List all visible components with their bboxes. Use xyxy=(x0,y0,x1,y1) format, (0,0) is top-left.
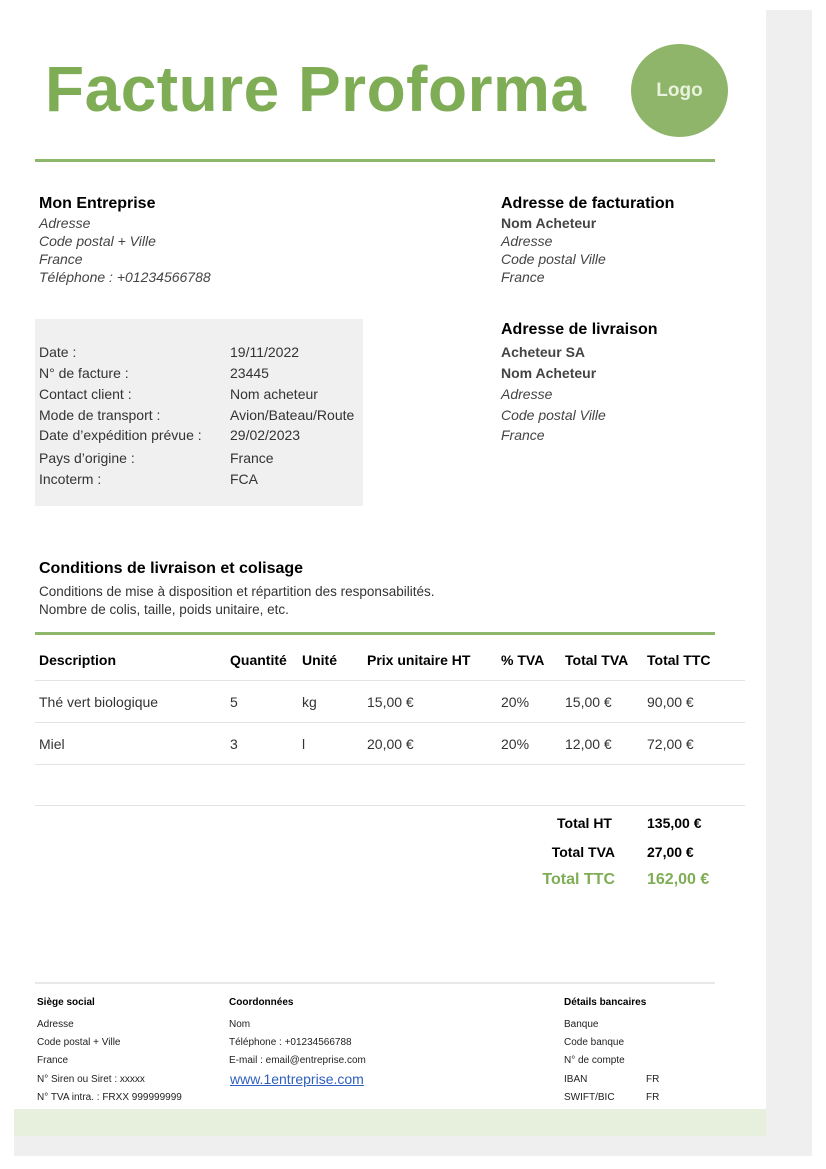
conditions-line-2: Nombre de colis, taille, poids unitaire, etc. xyxy=(39,602,289,617)
footer-bank-swift-label: SWIFT/BIC xyxy=(564,1092,615,1103)
page-margin-bottom xyxy=(14,1136,812,1156)
info-value-contact: Nom acheteur xyxy=(230,386,318,402)
cell-unit: l xyxy=(302,736,306,752)
row-divider xyxy=(35,764,745,765)
info-value-transport: Avion/Bateau/Route xyxy=(230,407,355,423)
shipping-company: Acheteur SA xyxy=(501,344,586,360)
footer-bank-iban-value: FR xyxy=(646,1074,660,1085)
total-ttc-value: 162,00 € xyxy=(647,871,710,888)
shipping-address: Adresse xyxy=(501,386,553,402)
shipping-name: Nom Acheteur xyxy=(501,365,597,381)
footer-siege-tva: N° TVA intra. : FRXX 999999999 xyxy=(37,1092,182,1103)
info-value-incoterm: FCA xyxy=(230,471,258,487)
info-label-date: Date : xyxy=(39,344,77,360)
footer-bank-name: Banque xyxy=(564,1019,599,1030)
table-header-divider xyxy=(35,680,745,681)
cell-total-ttc: 72,00 € xyxy=(647,736,694,752)
billing-heading: Adresse de facturation xyxy=(501,195,675,212)
info-label-origin: Pays d’origine : xyxy=(39,450,135,466)
cell-vat-total: 15,00 € xyxy=(565,694,612,710)
footer-siege-siren: N° Siren ou Siret : xxxxx xyxy=(37,1074,145,1085)
billing-address: Adresse xyxy=(501,233,553,249)
info-label-incoterm: Incoterm : xyxy=(39,471,102,487)
col-vat-rate: % TVA xyxy=(501,652,545,668)
col-unit: Unité xyxy=(302,652,337,668)
total-ttc-label: Total TTC xyxy=(542,871,615,888)
col-total-ttc: Total TTC xyxy=(647,652,711,668)
footer-coord-email: E-mail : email@entreprise.com xyxy=(229,1055,366,1066)
col-description: Description xyxy=(39,652,117,668)
logo-text: Logo xyxy=(656,79,703,101)
cell-vat-rate: 20% xyxy=(501,694,530,710)
cell-quantity: 5 xyxy=(230,694,238,710)
footer-coord-heading: Coordonnées xyxy=(229,997,294,1008)
conditions-line-1: Conditions de mise à disposition et répartition des responsabilités. xyxy=(39,584,435,599)
footer-band xyxy=(14,1109,766,1136)
col-vat-total: Total TVA xyxy=(565,652,629,668)
shipping-country: France xyxy=(501,427,545,443)
footer-siege-address: Adresse xyxy=(37,1019,74,1030)
cell-unit-price: 15,00 € xyxy=(367,694,414,710)
cell-unit: kg xyxy=(302,694,317,710)
total-ht-label: Total HT xyxy=(557,815,612,831)
shipping-heading: Adresse de livraison xyxy=(501,321,658,338)
footer-bank-swift-value: FR xyxy=(646,1092,660,1103)
row-divider xyxy=(35,722,745,723)
footer-siege-country: France xyxy=(37,1055,69,1066)
info-value-number: 23445 xyxy=(230,365,269,381)
info-value-date: 19/11/2022 xyxy=(230,344,300,360)
company-phone: Téléphone : +01234566788 xyxy=(39,269,211,285)
conditions-heading: Conditions de livraison et colisage xyxy=(39,560,304,577)
total-tva-label: Total TVA xyxy=(551,844,615,860)
footer-divider xyxy=(35,982,715,984)
company-postal: Code postal + Ville xyxy=(39,233,156,249)
footer-bank-account: N° de compte xyxy=(564,1055,625,1066)
footer-website-link[interactable]: www.1entreprise.com xyxy=(230,1071,364,1087)
invoice-title: Facture Proforma xyxy=(45,53,587,125)
billing-country: France xyxy=(501,269,545,285)
col-unit-price: Prix unitaire HT xyxy=(367,652,471,668)
cell-description: Thé vert biologique xyxy=(39,694,159,710)
cell-total-ttc: 90,00 € xyxy=(647,694,694,710)
billing-postal: Code postal Ville xyxy=(501,251,606,267)
info-value-shipdate: 29/02/2023 xyxy=(230,427,301,443)
info-label-shipdate: Date d’expédition prévue : xyxy=(39,427,202,443)
footer-siege-heading: Siège social xyxy=(37,997,95,1008)
cell-quantity: 3 xyxy=(230,736,238,752)
footer-bank-iban-label: IBAN xyxy=(564,1074,588,1085)
total-ht-value: 135,00 € xyxy=(647,815,702,831)
info-label-transport: Mode de transport : xyxy=(39,407,161,423)
cell-vat-rate: 20% xyxy=(501,736,530,752)
page-margin-right xyxy=(766,10,812,1156)
shipping-postal: Code postal Ville xyxy=(501,407,606,423)
footer-coord-phone: Téléphone : +01234566788 xyxy=(229,1037,352,1048)
header-divider xyxy=(35,159,715,162)
cell-unit-price: 20,00 € xyxy=(367,736,414,752)
totals-divider xyxy=(35,805,745,806)
billing-name: Nom Acheteur xyxy=(501,215,597,231)
footer-bank-heading: Détails bancaires xyxy=(564,997,647,1008)
company-country: France xyxy=(39,251,83,267)
cell-vat-total: 12,00 € xyxy=(565,736,612,752)
footer-siege-postal: Code postal + Ville xyxy=(37,1037,121,1048)
company-address: Adresse xyxy=(39,215,91,231)
total-tva-value: 27,00 € xyxy=(647,844,694,860)
info-label-number: N° de facture : xyxy=(39,365,129,381)
cell-description: Miel xyxy=(39,736,65,752)
logo-placeholder xyxy=(631,44,728,137)
info-label-contact: Contact client : xyxy=(39,386,132,402)
footer-coord-name: Nom xyxy=(229,1019,251,1030)
info-value-origin: France xyxy=(230,450,274,466)
table-top-divider xyxy=(35,632,715,635)
footer-bank-code: Code banque xyxy=(564,1037,625,1048)
company-name: Mon Entreprise xyxy=(39,195,156,212)
col-quantity: Quantité xyxy=(230,652,287,668)
